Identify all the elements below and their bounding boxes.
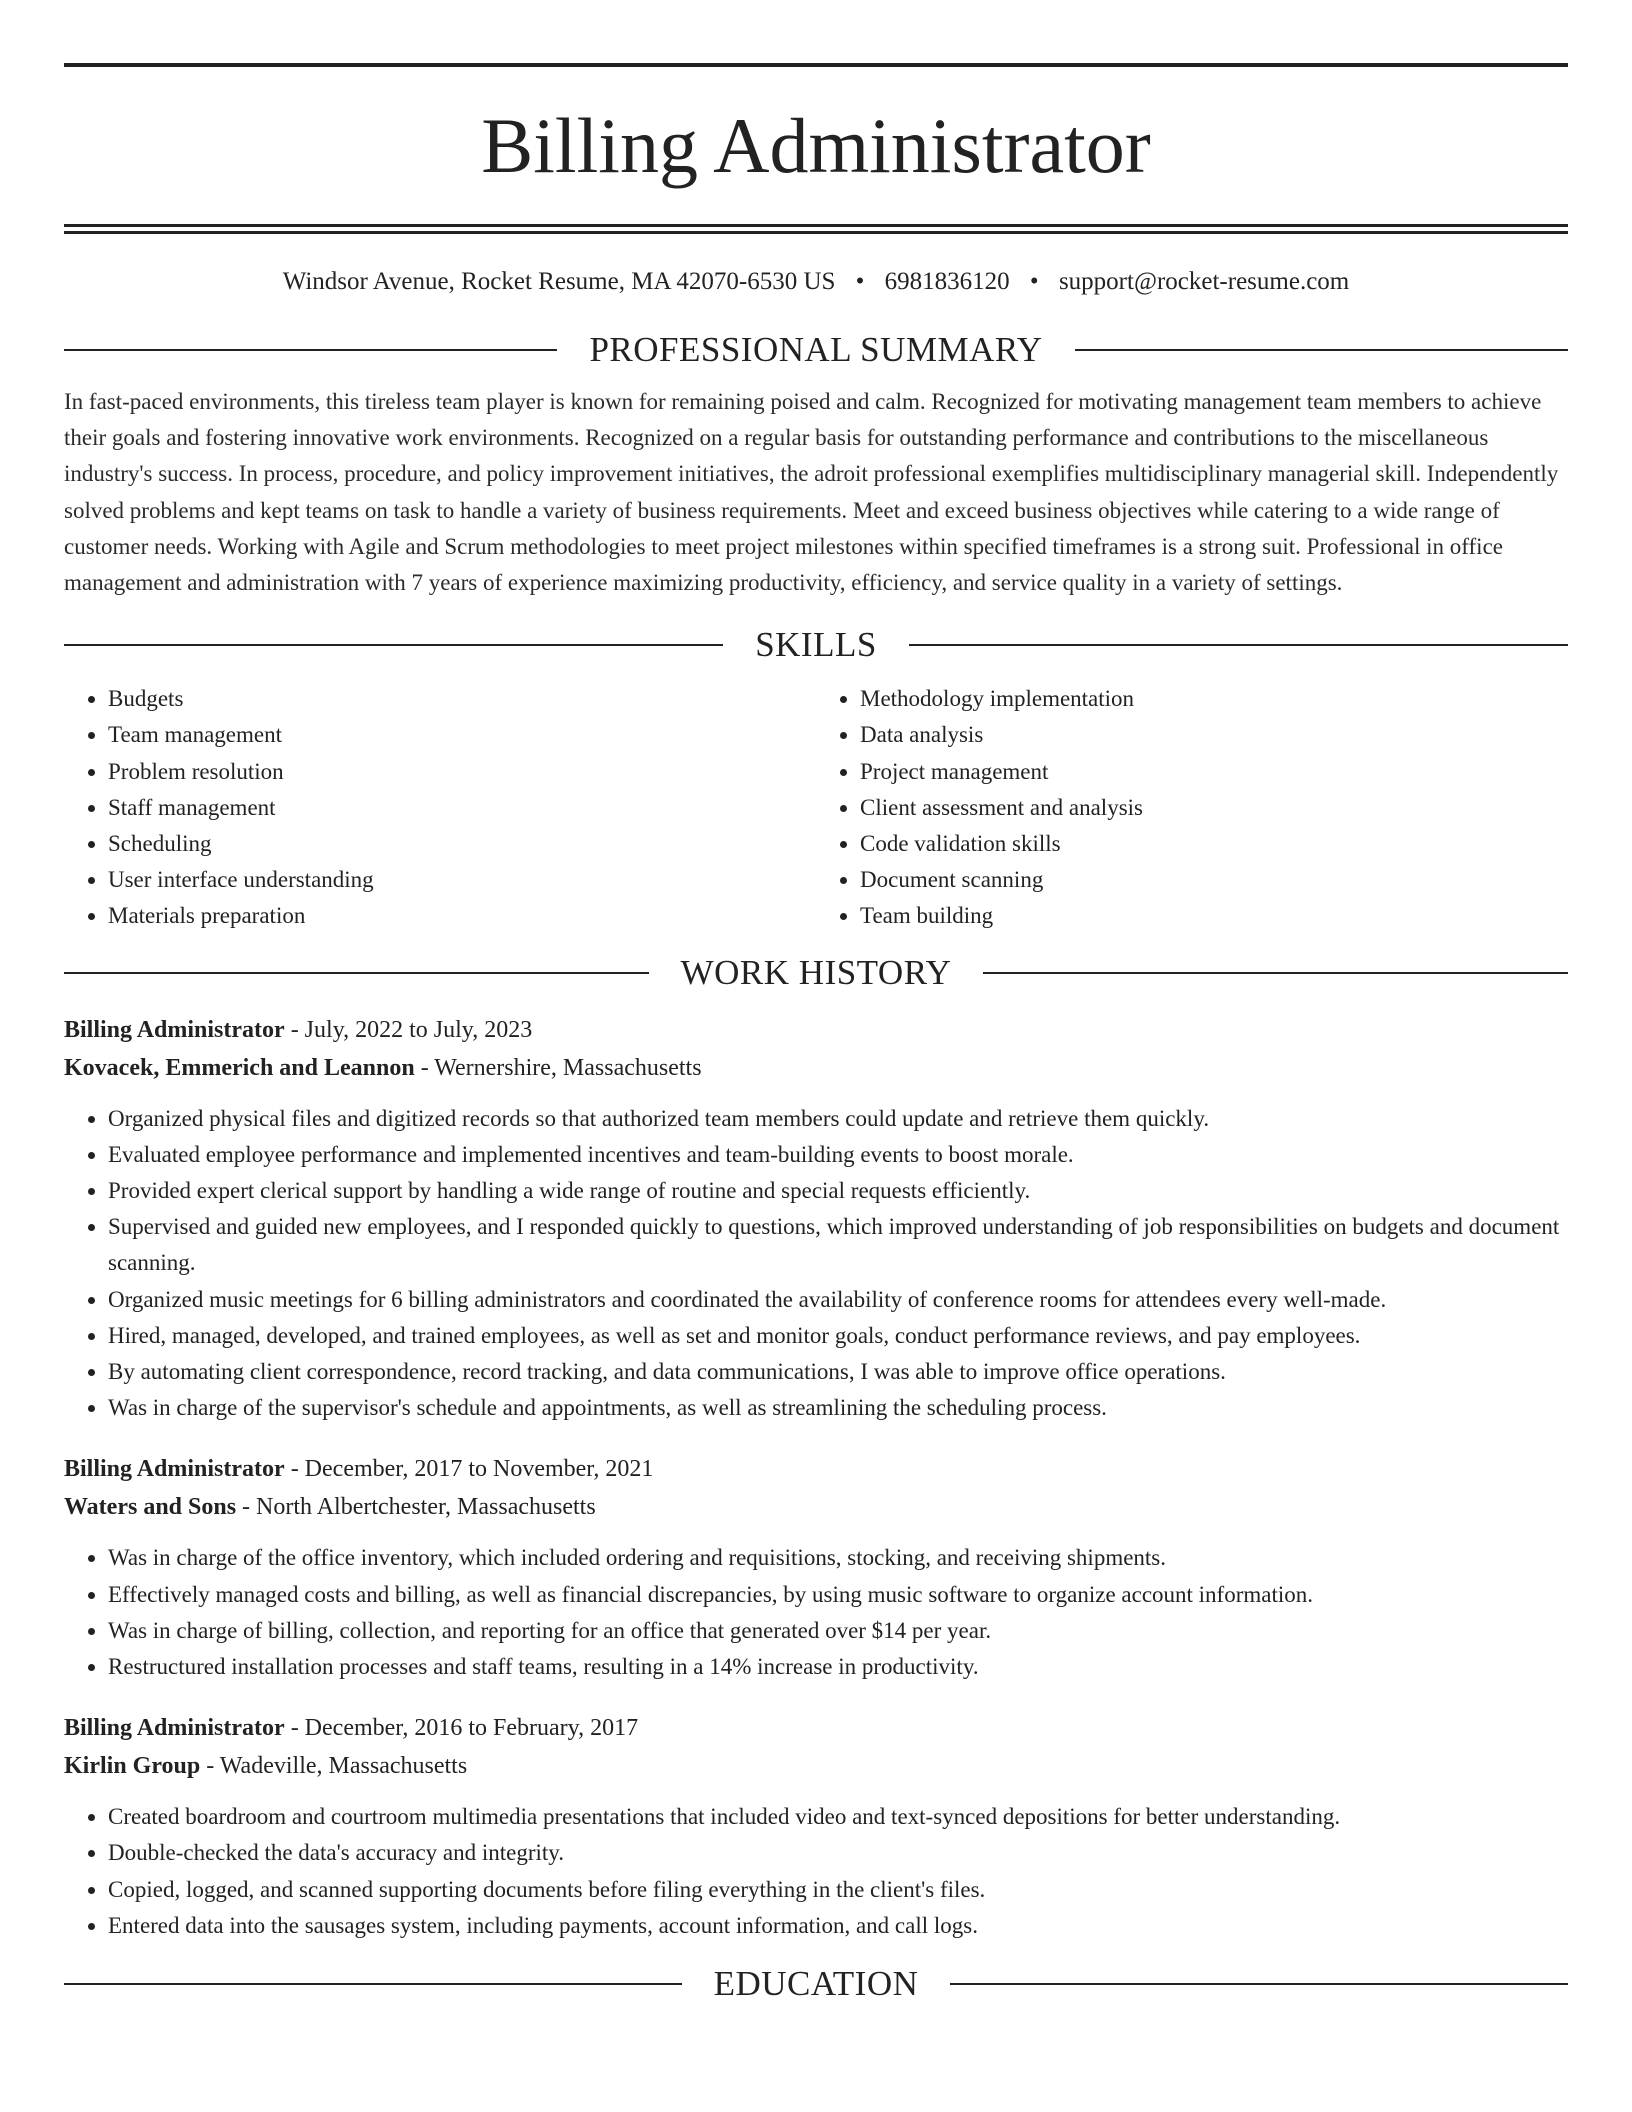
skill-item: • Client assessment and analysis <box>860 790 1568 826</box>
skills-list <box>64 681 1568 934</box>
summary-text: In fast-paced environments, this tireless team player is known for remaining poised and calm. Recognized for motivating management team members to achieve their goals and fostering innovative work environments. Recognized on a regular basis for outstanding performance and contributions to the miscellaneous industry's success. In process, procedure, and policy improvement initiatives, the adroit professional exemplifies multidisciplinary managerial skill. Independently solved problems and kept teams on task to handle a variety of business requirements. Meet and exceed business objectives while catering to a wide range of customer needs. Working with Agile and Scrum methodologies to meet project milestones within specified timeframes is a strong suit. Professional in office management and administration with 7 years of experience maximizing productivity, efficiency, and service quality in a variety of settings. <box>64 389 1559 596</box>
double-rule <box>64 224 1568 234</box>
job-bullet: • Supervised and guided new employees, and I responded quickly to questions, which improved understanding of job responsibilities on budgets and document scanning. <box>108 1209 1568 1281</box>
job-bullet: • Organized music meetings for 6 billing administrators and coordinated the availability of conference rooms for attendees every well-made. <box>108 1282 1568 1318</box>
job-bullet: • Was in charge of billing, collection, and reporting for an office that generated over $14 per year. <box>108 1613 1568 1649</box>
job-dates: - July, 2022 to July, 2023 <box>284 1016 533 1043</box>
section-header-summary <box>64 326 1568 374</box>
job-company-line <box>64 1049 1568 1087</box>
section-rule-right <box>950 1983 1568 1985</box>
job-bullets <box>64 1540 1568 1685</box>
job-dates: - December, 2017 to November, 2021 <box>284 1456 654 1483</box>
job-bullet: • Was in charge of the office inventory, which included ordering and requisitions, stocking, and receiving shipments. <box>108 1540 1568 1576</box>
skill-item: • Scheduling <box>108 826 816 862</box>
section-header-education <box>64 1960 1568 2008</box>
job-bullets <box>64 1799 1568 1944</box>
job-bullet: • Copied, logged, and scanned supporting documents before filing everything in the client's files. <box>108 1872 1568 1908</box>
job-location: - Wadeville, Massachusetts <box>200 1753 468 1780</box>
job-entry <box>64 1011 1568 1427</box>
job-bullet: • By automating client correspondence, record tracking, and data communications, I was able to improve office operations. <box>108 1354 1568 1390</box>
section-rule-right <box>1075 349 1568 351</box>
job-bullet: • Was in charge of the supervisor's schedule and appointments, as well as streamlining the scheduling process. <box>108 1390 1568 1426</box>
skill-item: • User interface understanding <box>108 862 816 898</box>
job-bullet: • Provided expert clerical support by handling a wide range of routine and special requests efficiently. <box>108 1173 1568 1209</box>
skill-item: • Materials preparation <box>108 898 816 934</box>
job-position-line <box>64 1709 1568 1747</box>
contact-separator: • <box>855 268 865 295</box>
job-bullets <box>64 1101 1568 1427</box>
top-rule <box>64 63 1568 67</box>
skill-item: • Code validation skills <box>860 826 1568 862</box>
job-entry <box>64 1450 1568 1685</box>
job-dates: - December, 2016 to February, 2017 <box>284 1715 639 1742</box>
job-company-line <box>64 1747 1568 1785</box>
job-bullet: • Double-checked the data's accuracy and integrity. <box>108 1835 1568 1871</box>
skill-item: • Budgets <box>108 681 816 717</box>
section-header-skills <box>64 621 1568 669</box>
section-rule-left <box>64 644 723 646</box>
skill-item: • Document scanning <box>860 862 1568 898</box>
job-bullet: • Created boardroom and courtroom multimedia presentations that included video and text-synced depositions for better understanding. <box>108 1799 1568 1835</box>
contact-separator: • <box>1029 268 1039 295</box>
job-position-line <box>64 1450 1568 1488</box>
job-company: Kirlin Group <box>64 1753 201 1780</box>
skill-item: • Team management <box>108 717 816 753</box>
job-position: Billing Administrator <box>64 1456 285 1483</box>
section-rule-left <box>64 1983 682 1985</box>
contact-line <box>64 264 1568 300</box>
resume-page <box>64 0 1568 2008</box>
job-bullet: • Hired, managed, developed, and trained employees, as well as set and monitor goals, conduct performance reviews, and pay employees. <box>108 1318 1568 1354</box>
section-title-work: WORK HISTORY <box>680 952 952 992</box>
section-title-summary: PROFESSIONAL SUMMARY <box>589 330 1043 369</box>
job-bullet: • Organized physical files and digitized records so that authorized team members could update and retrieve them quickly. <box>108 1101 1568 1137</box>
skill-item: • Problem resolution <box>108 754 816 790</box>
resume-title: Billing Administrator <box>481 102 1151 189</box>
skill-item: • Methodology implementation <box>860 681 1568 717</box>
job-bullet: • Restructured installation processes and staff teams, resulting in a 14% increase in productivity. <box>108 1649 1568 1685</box>
job-bullet: • Entered data into the sausages system, including payments, account information, and call logs. <box>108 1908 1568 1944</box>
skill-item: • Team building <box>860 898 1568 934</box>
job-bullet: • Effectively managed costs and billing, as well as financial discrepancies, by using music software to organize account information. <box>108 1577 1568 1613</box>
skill-item: • Staff management <box>108 790 816 826</box>
job-company: Waters and Sons <box>64 1494 237 1521</box>
skill-item: • Project management <box>860 754 1568 790</box>
job-position: Billing Administrator <box>64 1016 285 1043</box>
skills-column-left <box>64 681 816 934</box>
job-position-line <box>64 1011 1568 1049</box>
contact-phone: 6981836120 <box>884 268 1010 295</box>
section-rule-right <box>983 972 1568 974</box>
section-title-education: EDUCATION <box>713 1964 919 2004</box>
section-rule-right <box>909 644 1568 646</box>
job-position: Billing Administrator <box>64 1715 285 1742</box>
skills-column-right <box>816 681 1568 934</box>
contact-address: Windsor Avenue, Rocket Resume, MA 42070-6530 US <box>282 268 836 295</box>
section-title-skills: SKILLS <box>755 625 877 665</box>
job-company: Kovacek, Emmerich and Leannon <box>64 1054 415 1081</box>
skill-item: • Data analysis <box>860 717 1568 753</box>
job-entry <box>64 1709 1568 1944</box>
section-header-work <box>64 949 1568 997</box>
job-bullet: • Evaluated employee performance and implemented incentives and team-building events to boost morale. <box>108 1137 1568 1173</box>
job-location: - Wernershire, Massachusetts <box>414 1054 702 1081</box>
section-rule-left <box>64 972 649 974</box>
contact-email: support@rocket-resume.com <box>1058 268 1350 295</box>
job-location: - North Albertchester, Massachusetts <box>236 1494 596 1521</box>
job-company-line <box>64 1488 1568 1526</box>
section-rule-left <box>64 349 557 351</box>
